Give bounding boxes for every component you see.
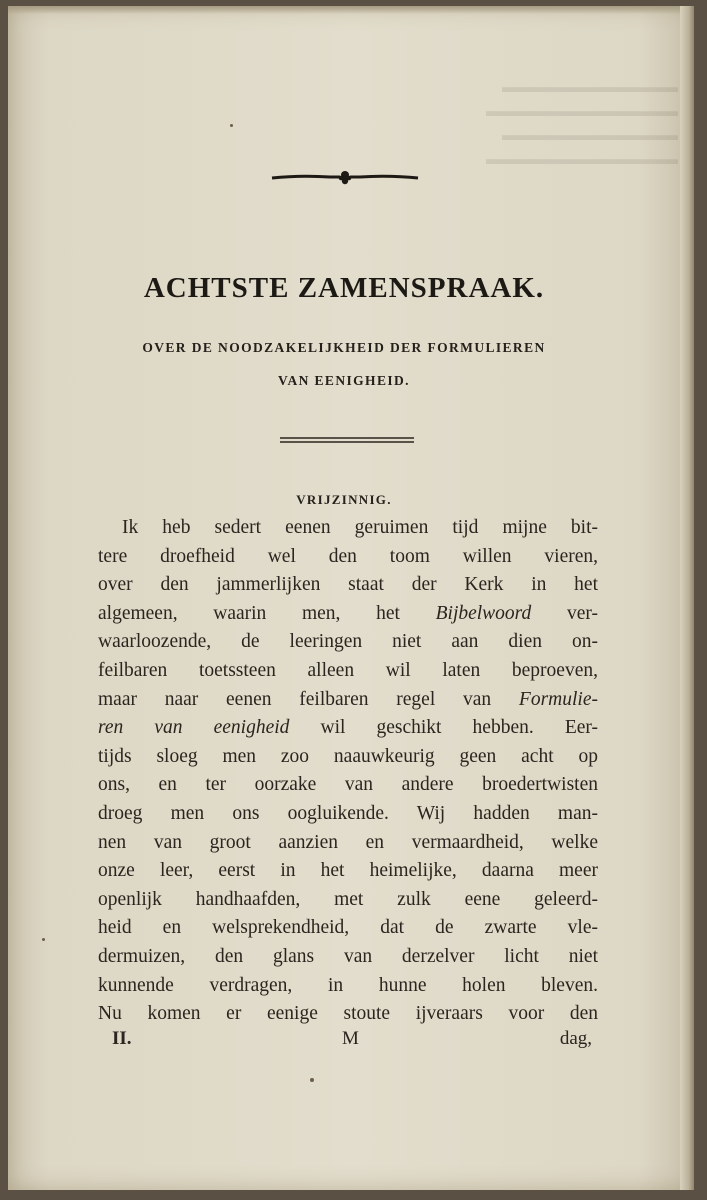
text-line: nen van groot aanzien en vermaardheid, welke — [98, 831, 598, 853]
page-top-edge — [8, 6, 694, 14]
double-rule-divider — [280, 436, 414, 444]
text-line — [98, 714, 598, 743]
paper-speck — [42, 938, 45, 941]
text-line: waarloozende, de leeringen niet aan dien on- — [98, 631, 598, 653]
catchword: dag, — [559, 1028, 592, 1049]
chapter-subtitle-line-2: VAN EENIGHEID. — [278, 373, 410, 388]
bleed-through-text: ▬▬▬▬▬▬▬▬▬▬▬ ▬▬▬▬▬▬▬▬▬▬▬▬ ▬▬▬▬▬▬▬▬▬▬▬ ▬▬▬▬▬▬▬▬▬▬▬▬ — [486, 79, 678, 168]
volume-number: II. — [112, 1028, 132, 1049]
text-line: Nu komen er eenige stoute ijveraars voor den — [98, 1003, 598, 1025]
chapter-title: ACHTSTE ZAMENSPRAAK. — [143, 272, 545, 304]
text-line: heid en welsprekendheid, dat de zwarte vle- — [98, 917, 598, 939]
text-line: ons, en ter oorzake van andere broedertwisten — [98, 774, 598, 796]
page-footer — [112, 1028, 592, 1056]
text-line: over den jammerlijken staat der Kerk in het — [98, 574, 598, 596]
text-line — [98, 686, 598, 715]
text-line: Ik heb sedert eenen geruimen tijd mijne bit- — [122, 517, 598, 538]
fleuron-ornament — [270, 166, 420, 190]
page-edge — [680, 6, 694, 1190]
text-run: maar naar eenen feilbaren regel van — [98, 688, 519, 710]
text-line: tere droefheid wel den toom willen vieren, — [98, 545, 598, 567]
text-run: algemeen, waarin men, het — [98, 602, 436, 624]
text-line — [98, 600, 598, 629]
text-line: feilbaren toetssteen alleen wil laten beproeven, — [98, 659, 598, 681]
text-line: tijds sloeg men zoo naauwkeurig geen acht op — [98, 745, 598, 767]
paper-speck — [230, 124, 233, 127]
italic-term: Formulie- — [518, 688, 598, 710]
italic-term: ren van eenigheid — [98, 717, 290, 739]
text-line: onze leer, eerst in het heimelijke, daarna meer — [98, 860, 598, 882]
chapter-subtitle-line-1: OVER DE NOODZAKELIJKHEID DER FORMULIEREN — [142, 340, 546, 355]
italic-term: Bijbelwoord — [435, 602, 532, 624]
book-page — [8, 6, 694, 1190]
speaker-name: VRIJZINNIG. — [296, 492, 392, 507]
body-paragraph — [98, 514, 598, 1029]
text-run: ver- — [531, 602, 598, 624]
text-run: wil geschikt hebben. Eer- — [289, 717, 598, 739]
paper-speck — [310, 1078, 314, 1082]
text-line: openlijk handhaafden, met zulk eene geleerd- — [98, 888, 598, 910]
text-line: droeg men ons oogluikende. Wij hadden man- — [98, 802, 598, 824]
text-line: dermuizen, den glans van derzelver licht niet — [98, 945, 598, 967]
text-line: kunnende verdragen, in hunne holen bleven. — [98, 974, 598, 996]
signature-mark: M — [342, 1028, 359, 1049]
